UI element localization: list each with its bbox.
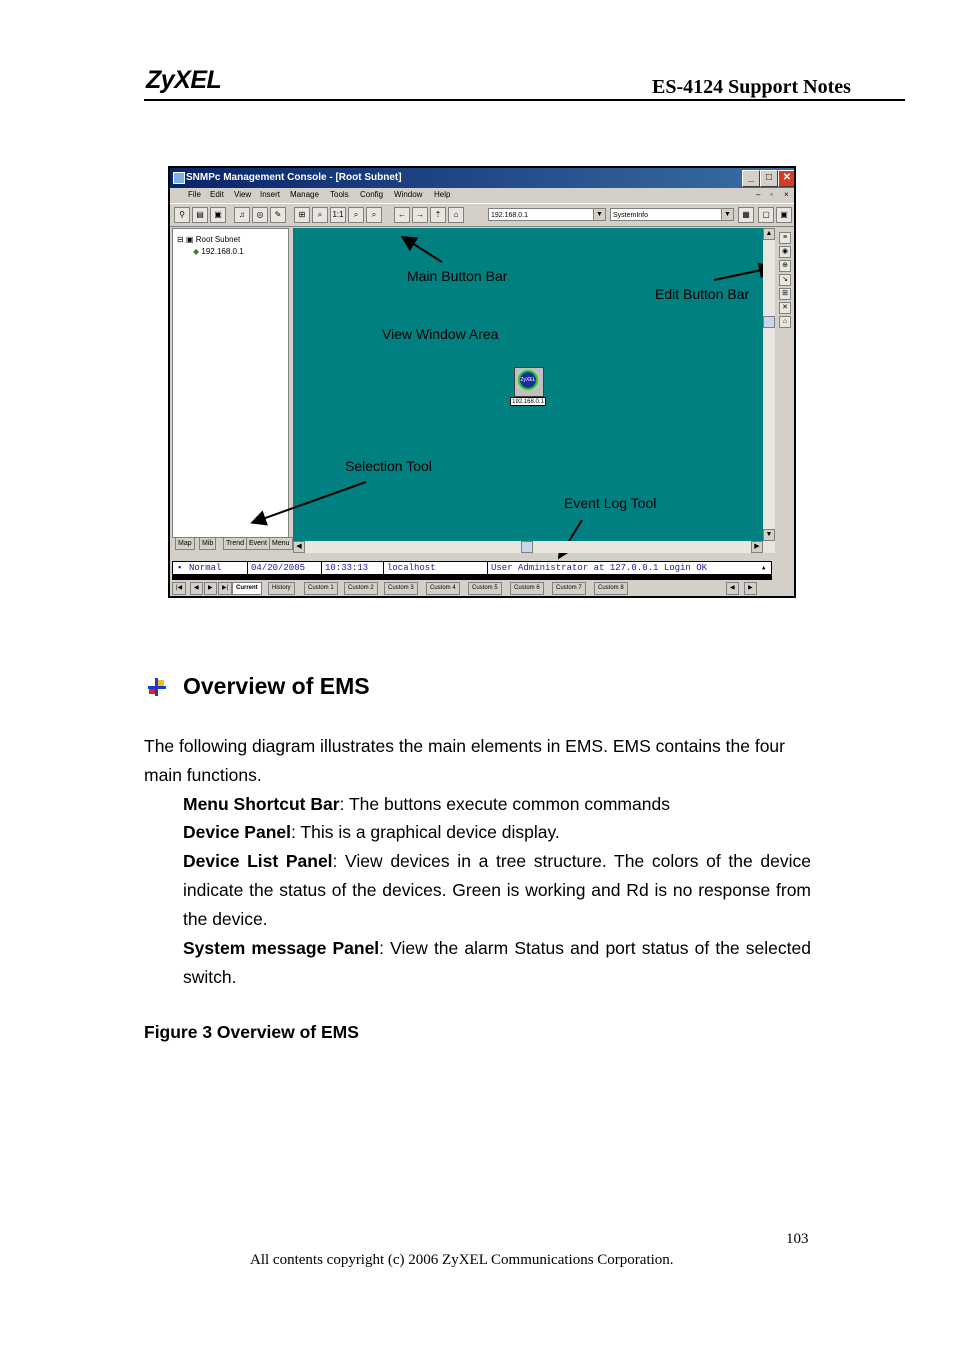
tile-icon[interactable]: ▦ xyxy=(738,207,754,223)
tab-custom-6[interactable]: Custom 6 xyxy=(510,582,544,595)
vertical-scrollbar[interactable] xyxy=(763,228,775,541)
event-log-row[interactable] xyxy=(172,561,772,575)
tab-custom-2[interactable]: Custom 2 xyxy=(344,582,378,595)
page-number: 103 xyxy=(786,1231,809,1247)
tab-map[interactable]: Map xyxy=(175,537,195,550)
hscroll-thumb[interactable] xyxy=(521,541,533,553)
zoom-in-icon[interactable]: ⌕ xyxy=(348,207,364,223)
tree-root-subnet[interactable]: ⊟ ▣ Root Subnet xyxy=(177,235,241,244)
menu-insert[interactable]: Insert xyxy=(260,190,281,199)
mdi-minimize-icon[interactable]: – xyxy=(756,190,761,199)
lock-icon[interactable]: ▣ xyxy=(210,207,226,223)
menu-window[interactable]: Window xyxy=(394,190,423,199)
tab-scroll-right-icon[interactable]: ▶ xyxy=(744,582,757,595)
zyxel-logo: ZyXEL xyxy=(146,66,222,94)
tab-nav-first-icon[interactable]: |◀ xyxy=(172,582,186,595)
edit-device-icon[interactable]: ◉ xyxy=(779,246,791,258)
event-host: localhost xyxy=(387,563,436,573)
mdi-close-icon[interactable]: × xyxy=(784,190,789,199)
scroll-down-icon[interactable]: ▼ xyxy=(763,529,775,541)
edit-select-icon[interactable]: ≡ xyxy=(779,232,791,244)
maximize-icon[interactable]: □ xyxy=(760,170,778,187)
event-log-divider xyxy=(172,575,772,580)
forward-arrow-icon[interactable]: → xyxy=(412,207,428,223)
doc-icon[interactable]: ▤ xyxy=(192,207,208,223)
tab-mib[interactable]: Mib xyxy=(199,537,216,550)
tools-icon[interactable]: ✎ xyxy=(270,207,286,223)
snmpc-window-screenshot xyxy=(168,166,796,598)
edit-link-icon[interactable]: ↘ xyxy=(779,274,791,286)
minimize-icon[interactable]: _ xyxy=(742,170,760,187)
zoom-out-icon[interactable]: ⌕ xyxy=(366,207,382,223)
edit-button-bar xyxy=(777,228,794,338)
section-bullet-icon xyxy=(146,676,168,698)
tab-custom-3[interactable]: Custom 3 xyxy=(384,582,418,595)
edit-arrange-icon[interactable]: ✕ xyxy=(779,302,791,314)
item-term: Device Panel xyxy=(183,822,291,842)
copyright-footer: All contents copyright (c) 2006 ZyXEL Communications Corporation. xyxy=(250,1252,674,1268)
chevron-down-icon[interactable]: ▼ xyxy=(721,209,733,220)
horizontal-scrollbar[interactable] xyxy=(293,541,775,553)
menu-help[interactable]: Help xyxy=(434,190,451,199)
header-rule xyxy=(144,99,905,101)
menu-config[interactable]: Config xyxy=(360,190,384,199)
tab-custom-5[interactable]: Custom 5 xyxy=(468,582,502,595)
item-term: System message Panel xyxy=(183,938,380,958)
event-scroll-up-icon[interactable]: ▴ xyxy=(761,563,767,573)
tab-event[interactable]: Event xyxy=(246,537,270,550)
tree-device-node[interactable]: ◆ 192.168.0.1 xyxy=(193,247,244,256)
menu-tools[interactable]: Tools xyxy=(330,190,349,199)
close-icon[interactable]: ✕ xyxy=(778,170,796,187)
edit-goto-icon[interactable]: ⌂ xyxy=(779,316,791,328)
tab-custom-8[interactable]: Custom 8 xyxy=(594,582,628,595)
grid-icon[interactable]: ⊞ xyxy=(294,207,310,223)
event-message: User Administrator at 127.0.0.1 Login OK xyxy=(491,563,708,573)
item-menu-shortcut-bar xyxy=(183,790,811,819)
event-state: Normal xyxy=(189,563,222,573)
home-icon[interactable]: ⌂ xyxy=(448,207,464,223)
tab-custom-1[interactable]: Custom 1 xyxy=(304,582,338,595)
tab-custom-7[interactable]: Custom 7 xyxy=(552,582,586,595)
poll-icon[interactable]: ◎ xyxy=(252,207,268,223)
edit-group-icon[interactable]: ⊞ xyxy=(779,288,791,300)
diamond-icon: ◆ xyxy=(193,247,200,256)
bell-icon[interactable]: ♫ xyxy=(234,207,250,223)
window-title: SNMPc Management Console - [Root Subnet] xyxy=(186,172,402,183)
scroll-up-icon[interactable]: ▲ xyxy=(763,228,775,240)
status-indicator-icon: ▪ xyxy=(177,563,183,573)
item-device-list-panel xyxy=(183,847,811,934)
scroll-thumb[interactable] xyxy=(763,316,775,328)
label-selection-tool: Selection Tool xyxy=(345,458,432,474)
tab-current[interactable]: Current xyxy=(232,582,262,595)
find-icon[interactable]: ⚲ xyxy=(174,207,190,223)
tab-custom-4[interactable]: Custom 4 xyxy=(426,582,460,595)
back-arrow-icon[interactable]: ← xyxy=(394,207,410,223)
item-desc: : View the alarm Status and port status of the selected switch. xyxy=(183,938,811,987)
scroll-right-icon[interactable]: ▶ xyxy=(751,541,763,553)
event-log-tabs xyxy=(172,581,792,595)
window-icon[interactable]: ▢ xyxy=(758,207,774,223)
scroll-left-icon[interactable]: ◀ xyxy=(293,541,305,553)
tab-menu[interactable]: Menu xyxy=(269,537,293,550)
document-title: ES-4124 Support Notes xyxy=(652,76,851,98)
event-time: 10:33:13 xyxy=(325,563,369,573)
item-desc: : The buttons execute common commands xyxy=(339,794,670,814)
menu-file[interactable]: File xyxy=(188,190,201,199)
zoom-actual-icon[interactable]: 1:1 xyxy=(330,207,346,223)
annotation-arrows xyxy=(170,168,794,596)
item-desc: : View devices in a tree structure. The colors of the device indicate the status of the devices. Green is working and Rd is no response from the device. xyxy=(183,851,811,929)
figure-caption: Figure 3 Overview of EMS xyxy=(144,1022,359,1042)
item-term: Menu Shortcut Bar xyxy=(183,794,340,814)
label-main-button-bar: Main Button Bar xyxy=(407,268,508,284)
intro-paragraph: The following diagram illustrates the main elements in EMS. EMS contains the four main functions. xyxy=(144,736,785,785)
arrow-selection-tool xyxy=(254,482,366,522)
menu-view[interactable]: View xyxy=(234,190,252,199)
arrow-main-button-bar xyxy=(404,238,442,262)
cascade-icon[interactable]: ▣ xyxy=(776,207,792,223)
tab-scroll-left-icon[interactable]: ◀ xyxy=(726,582,739,595)
mdi-restore-icon[interactable]: ▫ xyxy=(770,190,773,199)
zoom-icon[interactable]: ⌕ xyxy=(312,207,328,223)
tab-history[interactable]: History xyxy=(268,582,295,595)
tab-nav-last-icon[interactable]: ▶| xyxy=(218,582,232,595)
up-level-icon[interactable]: ⇡ xyxy=(430,207,446,223)
tab-nav-next-icon[interactable]: ▶ xyxy=(204,582,217,595)
label-view-window-area: View Window Area xyxy=(382,326,499,342)
label-event-log-tool: Event Log Tool xyxy=(564,495,657,511)
system-value: SystemInfo xyxy=(613,212,649,219)
item-desc: : This is a graphical device display. xyxy=(290,822,560,842)
menu-edit[interactable]: Edit xyxy=(210,190,224,199)
address-value: 192.168.0.1 xyxy=(491,212,528,219)
tab-trend[interactable]: Trend xyxy=(223,537,247,550)
edit-network-icon[interactable]: ⊕ xyxy=(779,260,791,272)
device-badge: ZyXEL xyxy=(518,370,538,390)
item-system-message-panel xyxy=(183,934,811,992)
section-heading: Overview of EMS xyxy=(183,673,370,699)
event-date: 04/20/2005 xyxy=(251,563,306,573)
tab-nav-prev-icon[interactable]: ◀ xyxy=(190,582,203,595)
item-term: Device List Panel xyxy=(183,851,333,871)
device-label: 192.168.0.1 xyxy=(510,397,546,406)
label-edit-button-bar: Edit Button Bar xyxy=(655,286,750,302)
chevron-down-icon[interactable]: ▼ xyxy=(593,209,605,220)
item-device-panel xyxy=(183,818,811,847)
menu-manage[interactable]: Manage xyxy=(290,190,319,199)
